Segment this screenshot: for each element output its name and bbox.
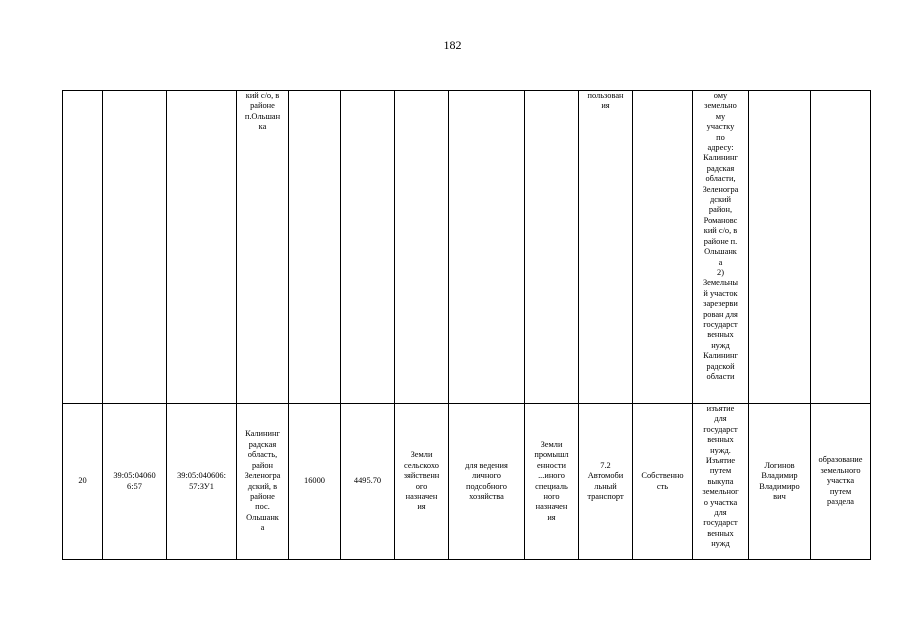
area-total-cell: 16000 (289, 404, 341, 560)
note-cell: образование земельного участка путем раздела (811, 404, 871, 560)
page-number: 182 (443, 38, 462, 52)
owner-cell (749, 91, 811, 404)
encumbrance-cell: изъятие для государст венных нужд. Изъятие путем выкупа земельног о участка для государст венных нужд (693, 404, 749, 560)
right-type-cell: Собственно сть (633, 404, 693, 560)
land-category-new-cell (525, 91, 579, 404)
land-category-new-cell: Земли промышл енности ...иного специаль ного назначен ия (525, 404, 579, 560)
cadastral-number-cell (103, 91, 167, 404)
new-plot-number-cell (167, 91, 237, 404)
land-category-cell (395, 91, 449, 404)
table-row (63, 91, 871, 404)
new-plot-number-cell: 39:05:040606: 57:ЗУ1 (167, 404, 237, 560)
area-part-cell: 4495.70 (341, 404, 395, 560)
row-number-cell (63, 91, 103, 404)
land-category-cell: Земли сельскохо зяйственн ого назначен ия (395, 404, 449, 560)
table-row (63, 404, 871, 560)
permitted-use-new-cell: 7.2 Автомоби льный транспорт (579, 404, 633, 560)
cadastral-number-cell: 39:05:04060 6:57 (103, 404, 167, 560)
permitted-use-new-cell: пользован ия (579, 91, 633, 404)
address-cell: кий с/о, в районе п.Ольшан ка (237, 91, 289, 404)
address-cell: Калининг радская область, район Зеленогра дский, в районе пос. Ольшанк а (237, 404, 289, 560)
right-type-cell (633, 91, 693, 404)
area-part-cell (341, 91, 395, 404)
row-number-cell: 20 (63, 404, 103, 560)
permitted-use-cell: для ведения личного подсобного хозяйства (449, 404, 525, 560)
owner-cell: Логинов Владимир Владимиро вич (749, 404, 811, 560)
encumbrance-cell: ому земельно му участку по адресу: Калининг радская области, Зеленогра дский район, Романовс кий с/о, в районе п. Ольшанк а 2) Земельны й участок зарезерви рован для государст венных нужд Калининг радской области (693, 91, 749, 404)
permitted-use-cell (449, 91, 525, 404)
land-register-table (62, 90, 871, 560)
note-cell (811, 91, 871, 404)
area-total-cell (289, 91, 341, 404)
